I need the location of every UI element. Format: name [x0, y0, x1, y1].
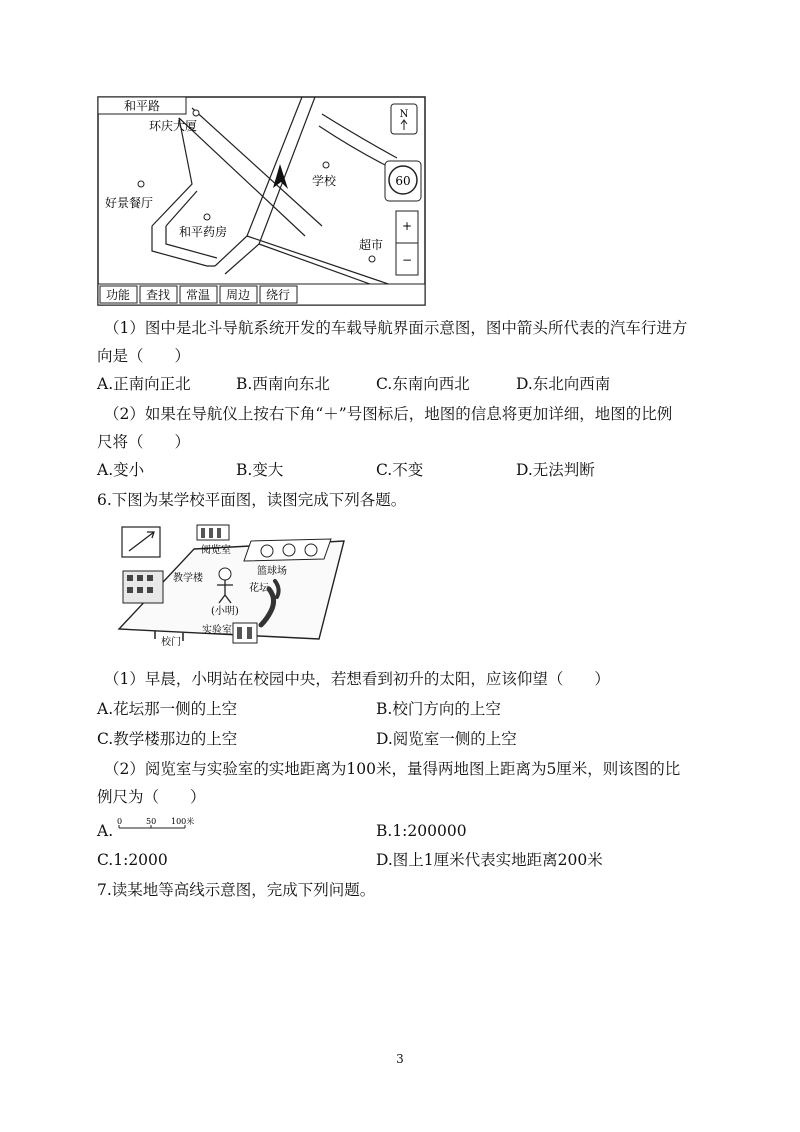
- q6-part2-option-b: B.1:200000: [376, 822, 467, 840]
- scale-tick-100: 100米: [171, 817, 195, 826]
- speed-limit-value: 60: [395, 174, 411, 188]
- q5-part2-option-c: C.不变: [376, 461, 424, 479]
- tab-detour[interactable]: 绕行: [265, 288, 291, 302]
- q6-title: 6.下图为某学校平面图，读图完成下列各题。: [97, 491, 407, 509]
- q5-part1-option-d: D.东北向西南: [516, 375, 611, 393]
- svg-text:N: N: [399, 109, 409, 120]
- label-flower-bed: 花坛: [249, 583, 269, 594]
- q6-part1-line1: （1）早晨，小明站在校园中央，若想看到初升的太阳，应该仰望（ ）: [104, 670, 610, 688]
- q5-part2-option-a: A.变小: [97, 461, 145, 479]
- q7-title: 7.读某地等高线示意图，完成下列问题。: [97, 881, 376, 899]
- navigation-map-svg: [97, 96, 427, 308]
- label-teaching-building: 教学楼: [173, 573, 203, 584]
- q5-part1-option-c: C.东南向西北: [376, 375, 470, 393]
- label-xiaoming: (小明): [211, 606, 239, 617]
- q6-part1-option-a: A.花坛那一侧的上空: [97, 700, 238, 718]
- q5-part1-line1: （1）图中是北斗导航系统开发的车载导航界面示意图，图中箭头所代表的汽车行进方: [104, 319, 688, 337]
- tab-temperature[interactable]: 常温: [185, 288, 211, 302]
- tab-function[interactable]: 功能: [105, 288, 131, 302]
- navigation-map-figure: [97, 96, 427, 308]
- q6-part1-option-b: B.校门方向的上空: [376, 700, 501, 718]
- road-label: 和平路: [123, 99, 161, 113]
- q6-part1-option-c: C.教学楼那边的上空: [97, 730, 238, 748]
- q5-part2-line2: 尺将（ ）: [97, 433, 191, 451]
- q6-part2-line2: 例尺为（ ）: [97, 788, 206, 806]
- place-pharmacy: 和平药房: [179, 225, 228, 239]
- q6-part2-line1: （2）阅览室与实验室的实地距离为100米，量得两地图上距离为5厘米，则该图的比: [104, 760, 681, 778]
- q5-part2-option-d: D.无法判断: [516, 461, 595, 479]
- q6-part2-option-a-scale-bar: [113, 814, 213, 836]
- q5-part1-line2: 向是（ ）: [97, 347, 191, 365]
- q5-part1-option-b: B.西南向东北: [236, 375, 330, 393]
- label-basketball: 篮球场: [257, 566, 287, 577]
- school-plan-figure: [99, 519, 364, 657]
- school-plan-svg: [99, 519, 364, 657]
- page-number: 3: [396, 1052, 404, 1066]
- place-school: 学校: [312, 174, 337, 188]
- label-reading-room: 阅览室: [201, 545, 231, 556]
- q5-part2-line1: （2）如果在导航仪上按右下角“＋”号图标后，地图的信息将更加详细，地图的比例: [104, 405, 673, 423]
- scale-tick-50: 50: [146, 817, 157, 826]
- q6-part2-option-a-prefix: A.: [97, 822, 114, 840]
- label-lab: 实验室: [202, 625, 232, 636]
- label-gate: 校门: [161, 637, 181, 648]
- place-huanqing: 环庆大厦: [149, 119, 198, 133]
- tab-search[interactable]: 查找: [145, 288, 171, 302]
- place-supermarket: 超市: [359, 238, 384, 252]
- place-restaurant: 好景餐厅: [105, 196, 154, 210]
- tab-nearby[interactable]: 周边: [225, 288, 251, 302]
- q6-part1-option-d: D.阅览室一侧的上空: [376, 730, 517, 748]
- scale-tick-0: 0: [117, 817, 123, 826]
- q6-part2-option-d: D.图上1厘米代表实地距离200米: [376, 851, 603, 869]
- q5-part2-option-b: B.变大: [236, 461, 284, 479]
- zoom-out-button[interactable]: −: [401, 253, 413, 267]
- zoom-in-button[interactable]: +: [401, 219, 413, 233]
- q6-part2-option-c: C.1:2000: [97, 851, 168, 869]
- q5-part1-option-a: A.正南向正北: [97, 375, 191, 393]
